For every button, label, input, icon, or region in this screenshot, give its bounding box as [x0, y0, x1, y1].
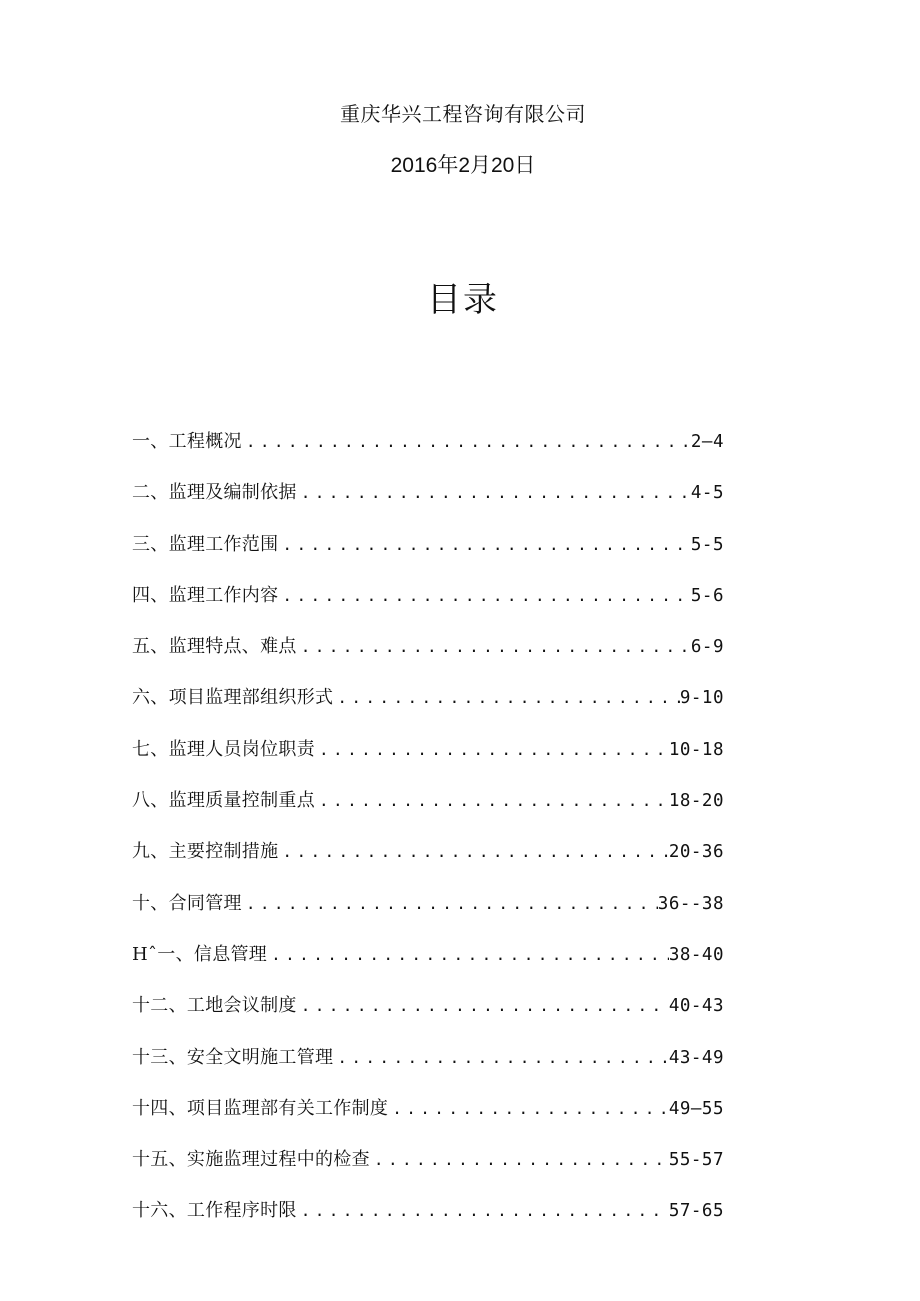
toc-leader-dots: [370, 1142, 669, 1178]
toc-leader-dots: [278, 834, 668, 870]
toc-entry[interactable]: [132, 886, 724, 937]
toc-leader-dots: [242, 424, 691, 460]
toc-entry[interactable]: [132, 1091, 724, 1142]
toc-entry-pages: 2—4: [690, 432, 724, 452]
toc-entry-label: 六、项目监理部组织形式: [132, 687, 334, 709]
toc-entry-label: 十三、安全文明施工管理: [132, 1046, 334, 1068]
toc-entry[interactable]: [132, 988, 724, 1039]
toc-leader-dots: [333, 680, 680, 716]
company-name: 重庆华兴工程咨询有限公司: [340, 102, 586, 126]
toc-leader-dots: [267, 937, 669, 973]
toc-leader-dots: [278, 527, 690, 563]
toc-entry-pages: 9-10: [679, 688, 724, 709]
toc-entry-label: 十六、工作程序时限: [132, 1200, 297, 1222]
toc-entry-pages: 10-18: [668, 739, 724, 760]
toc-entry-pages: 49—55: [668, 1098, 724, 1119]
toc-entry-label: 五、监理特点、难点: [132, 636, 297, 658]
toc-title: 目录: [427, 280, 499, 320]
toc-entry[interactable]: [132, 1040, 724, 1091]
toc-entry-pages: 36--38: [657, 893, 724, 914]
toc-entry-pages: 5-5: [690, 534, 724, 555]
toc-entry-pages: 38-40: [668, 944, 724, 965]
toc-leader-dots: [388, 1091, 669, 1127]
toc-entry[interactable]: [132, 1193, 724, 1244]
toc-entry-label: 八、监理质量控制重点: [132, 790, 315, 812]
toc-entry[interactable]: [132, 783, 724, 834]
toc-entry[interactable]: [132, 834, 724, 885]
toc-entry[interactable]: [132, 937, 724, 988]
toc-leader-dots: [333, 1040, 669, 1076]
toc-entry-label: 二、监理及编制依据: [132, 482, 297, 504]
toc-entry-label: 三、监理工作范围: [132, 533, 279, 555]
toc-leader-dots: [278, 578, 690, 614]
toc-leader-dots: [297, 629, 691, 665]
table-of-contents: [132, 424, 724, 1245]
toc-leader-dots: [297, 1193, 669, 1229]
toc-entry-label: 九、主要控制措施: [132, 841, 279, 863]
toc-entry-pages: 40-43: [668, 996, 724, 1017]
toc-entry[interactable]: [132, 732, 724, 783]
toc-entry-label: 十五、实施监理过程中的检查: [132, 1149, 370, 1171]
toc-entry-label: Hˆ一、信息管理: [132, 943, 268, 965]
toc-entry[interactable]: [132, 629, 724, 680]
toc-entry[interactable]: [132, 424, 724, 475]
toc-entry-label: 一、工程概况: [132, 431, 242, 452]
toc-entry[interactable]: [132, 578, 724, 629]
toc-entry-pages: 20-36: [668, 842, 724, 863]
toc-leader-dots: [242, 886, 658, 922]
toc-entry-label: 四、监理工作内容: [132, 584, 279, 606]
document-date: 2016年2月20日: [390, 154, 536, 177]
toc-entry[interactable]: [132, 680, 724, 731]
toc-leader-dots: [315, 732, 669, 768]
toc-leader-dots: [297, 475, 691, 511]
toc-entry[interactable]: [132, 527, 724, 578]
toc-entry-label: 七、监理人员岗位职责: [132, 738, 315, 760]
toc-entry-pages: 18-20: [668, 791, 724, 812]
toc-entry-label: 十、合同管理: [132, 892, 242, 914]
toc-entry-pages: 4-5: [690, 483, 724, 504]
toc-entry-pages: 5-6: [690, 585, 724, 606]
toc-entry-pages: 57-65: [668, 1201, 724, 1222]
toc-entry-label: 十四、项目监理部有关工作制度: [132, 1097, 389, 1119]
toc-entry-label: 十二、工地会议制度: [132, 995, 297, 1017]
toc-entry[interactable]: [132, 1142, 724, 1193]
toc-leader-dots: [297, 988, 669, 1024]
toc-entry[interactable]: [132, 475, 724, 526]
toc-leader-dots: [315, 783, 669, 819]
toc-entry-pages: 43-49: [668, 1047, 724, 1068]
toc-entry-pages: 6-9: [690, 637, 724, 658]
toc-entry-pages: 55-57: [668, 1150, 724, 1171]
